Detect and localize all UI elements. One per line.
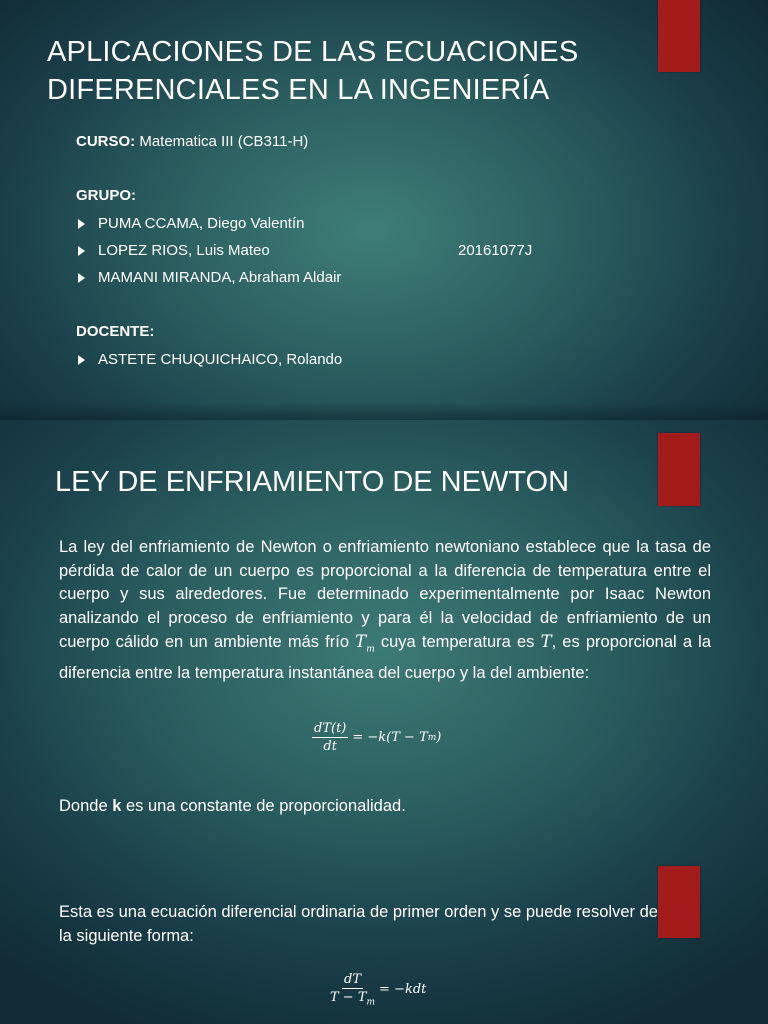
teacher-label: DOCENTE: — [76, 323, 155, 340]
fraction-denominator: dt — [323, 739, 337, 754]
equation-newton-cooling — [312, 721, 441, 754]
paragraph-text: , es proporcional a la diferencia entre la temperatura instantánea del cuerpo y la del ambiente: — [59, 633, 711, 682]
list-item — [76, 237, 533, 264]
page-title — [47, 33, 647, 109]
bullet-arrow-icon — [78, 219, 85, 229]
list-item — [76, 210, 341, 237]
accent-bar — [658, 433, 700, 506]
member-code: 20161077J — [458, 242, 533, 259]
fraction-denominator — [330, 989, 375, 1008]
equation-rhs-end: ) — [436, 730, 442, 745]
group-members-list — [76, 210, 533, 291]
list-item — [76, 264, 341, 291]
member-name: PUMA CCAMA, Diego Valentín — [98, 215, 305, 232]
equation-rhs: = −kdt — [379, 982, 427, 998]
equation-fraction — [312, 721, 348, 754]
paragraph-text: es una constante de proporcionalidad. — [121, 797, 406, 815]
bullet-arrow-icon — [78, 355, 85, 365]
group-label: GRUPO: — [76, 187, 136, 204]
equation-rhs: = −k(T − T — [352, 730, 428, 745]
accent-bar — [658, 866, 700, 938]
bullet-arrow-icon — [78, 273, 85, 283]
course-label: CURSO: — [76, 133, 136, 150]
paragraph-text: cuya temperatura es — [374, 633, 541, 651]
section-title: LEY DE ENFRIAMIENTO DE NEWTON — [55, 466, 570, 498]
course-info — [76, 133, 308, 150]
math-subscript: m — [427, 732, 437, 743]
math-subscript: m — [366, 997, 376, 1008]
math-symbol — [355, 632, 375, 655]
course-value: Matematica III (CB311-H) — [135, 133, 309, 150]
math-var: T — [540, 632, 552, 651]
bullet-arrow-icon — [78, 246, 85, 256]
member-name: MAMANI MIRANDA, Abraham Aldair — [98, 269, 342, 286]
equation-separation — [330, 972, 426, 1008]
constant-note — [59, 795, 711, 819]
equation-fraction — [330, 972, 375, 1008]
member-name: LOPEZ RIOS, Luis Mateo — [98, 242, 270, 259]
teacher-name: ASTETE CHUQUICHAICO, Rolando — [98, 351, 343, 368]
solution-paragraph: Esta es una ecuación diferencial ordinaria de primer orden y se puede resolver de la siguiente forma: — [59, 903, 658, 945]
fraction-numerator: dT — [344, 972, 362, 987]
math-subscript: m — [366, 644, 375, 655]
title-slide — [0, 0, 768, 420]
paragraph-text: La ley del enfriamiento de Newton o enfriamiento newtoniano establece que la tasa de pérdida de calor de un cuerpo es proporcional a la diferencia de temperatura entre el cuerpo y sus alrededores. Fue determinado experimentalmente por Isaac Newton analizando el proceso de enfriamiento y para él la velocidad de enfriamiento de un cuerpo cálido en un ambiente más frío — [59, 538, 711, 651]
intro-paragraph — [59, 536, 711, 685]
content-slide — [0, 420, 768, 1024]
denominator-text: T − T — [330, 990, 367, 1005]
accent-bar — [658, 0, 700, 72]
title-line-2: DIFERENCIALES EN LA INGENIERÍA — [47, 74, 550, 106]
list-item — [76, 346, 342, 373]
math-var: T — [355, 632, 367, 651]
fraction-numerator: dT(t) — [314, 721, 347, 736]
constant-k: k — [112, 797, 122, 815]
title-line-1: APLICACIONES DE LAS ECUACIONES — [47, 36, 579, 68]
paragraph-text: Donde — [59, 797, 113, 815]
teacher-list — [76, 346, 342, 373]
